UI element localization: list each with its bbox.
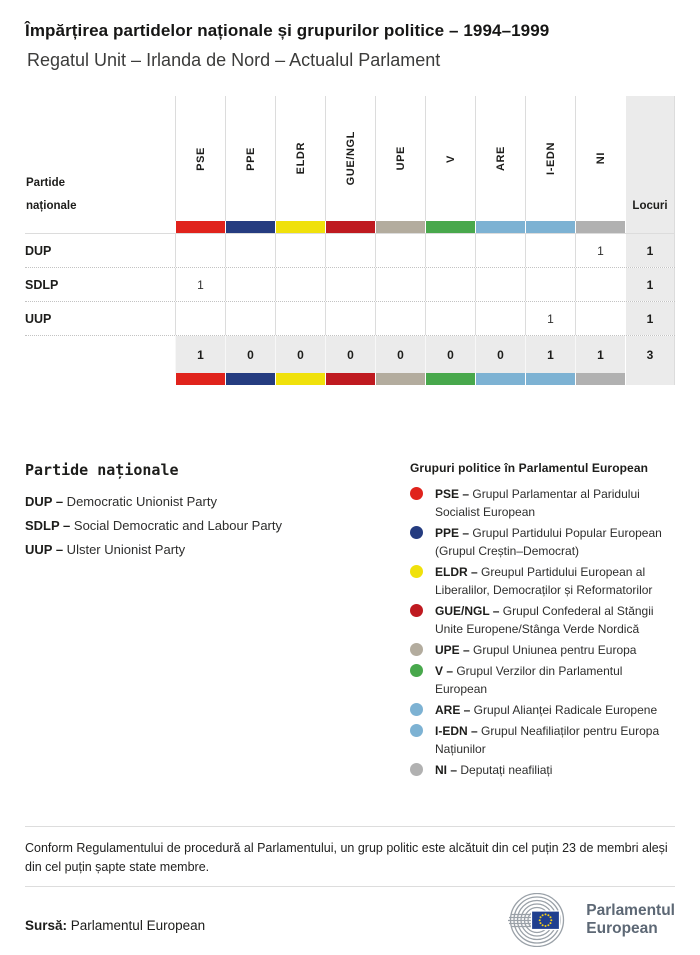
seat-cell	[425, 234, 475, 267]
legend-term: PSE –	[435, 487, 470, 501]
seat-cell	[375, 302, 425, 335]
total-cell: 0	[325, 336, 375, 373]
footer-bottom-row	[25, 893, 675, 947]
legend-term: ARE –	[435, 703, 471, 717]
legend-desc: Grupul Alianței Radicale Europene	[470, 703, 658, 717]
group-color-dot	[410, 604, 423, 617]
locuri-cell: 1	[625, 302, 675, 335]
legend-item-dup	[25, 494, 410, 509]
group-column-header-eldr: ELDR	[275, 96, 325, 221]
color-swatch-upe	[376, 373, 425, 385]
total-locuri-cell: 3	[625, 336, 675, 373]
legend-term: PPE –	[435, 526, 470, 540]
legend-desc: Grupul Parlamentar al Paridului Socialist European	[435, 487, 640, 519]
group-column-header-v: V	[425, 96, 475, 221]
locuri-cell: 1	[625, 268, 675, 301]
color-swatch-ppe	[226, 373, 275, 385]
group-column-header-upe: UPE	[375, 96, 425, 221]
legend-term: UPE –	[435, 643, 470, 657]
seat-cell	[175, 234, 225, 267]
legend-desc: Grupul Uniunea pentru Europa	[469, 643, 637, 657]
total-cell: 1	[525, 336, 575, 373]
seat-cell	[425, 302, 475, 335]
legend-term: I-EDN –	[435, 724, 478, 738]
legend-item-ni	[410, 761, 675, 779]
legend-desc: Democratic Unionist Party	[63, 494, 217, 509]
group-color-dot	[410, 643, 423, 656]
seat-cell: 1	[525, 302, 575, 335]
total-cell: 1	[175, 336, 225, 373]
group-column-header-ni: NI	[575, 96, 625, 221]
color-swatch-eldr	[276, 373, 325, 385]
seat-cell	[475, 234, 525, 267]
seat-cell	[175, 302, 225, 335]
group-color-dot	[410, 664, 423, 677]
group-color-bar-bottom	[25, 373, 675, 385]
legend-term: V –	[435, 664, 454, 678]
party-row-dup	[25, 233, 675, 267]
color-swatch-guengl	[326, 221, 375, 233]
color-swatch-upe	[376, 221, 425, 233]
locuri-cell: 1	[625, 234, 675, 267]
total-cell: 1	[575, 336, 625, 373]
color-swatch-eldr	[276, 221, 325, 233]
legend-item-ppe	[410, 524, 675, 560]
group-column-header-pse: PSE	[175, 96, 225, 221]
seat-cell	[575, 302, 625, 335]
legend-desc: Deputați neafiliați	[457, 763, 553, 777]
color-swatch-ni	[576, 373, 625, 385]
legend-term: GUE/NGL –	[435, 604, 500, 618]
seat-cell	[475, 268, 525, 301]
color-swatch-pse	[176, 373, 225, 385]
legend-desc: Grupul Neafiliaților pentru Europa Națiunilor	[435, 724, 660, 756]
source-label: Sursă:	[25, 918, 68, 933]
total-cell: 0	[375, 336, 425, 373]
group-column-header-guengl: GUE/NGL	[325, 96, 375, 221]
source-line	[25, 918, 205, 947]
color-swatch-guengl	[326, 373, 375, 385]
seat-cell	[525, 234, 575, 267]
seat-cell	[275, 234, 325, 267]
color-swatch-iedn	[526, 221, 575, 233]
group-color-bar-top	[25, 221, 675, 233]
seat-cell	[325, 302, 375, 335]
seat-cell	[225, 268, 275, 301]
legend-term: UUP –	[25, 542, 64, 557]
group-color-dot	[410, 526, 423, 539]
legend-item-eldr	[410, 563, 675, 599]
legend-term: DUP –	[25, 494, 64, 509]
group-color-dot	[410, 724, 423, 737]
color-swatch-pse	[176, 221, 225, 233]
legend-item-are	[410, 701, 675, 719]
seat-cell	[275, 268, 325, 301]
seat-cell	[375, 234, 425, 267]
legend-item-iedn	[410, 722, 675, 758]
footnote: Conform Regulamentului de procedură al Parlamentului, un grup politic este alcătuit din cel puțin 23 de membri aleși din cel puțin șapte state membre.	[25, 841, 668, 874]
source-value: Parlamentul European	[67, 918, 206, 933]
total-cell: 0	[425, 336, 475, 373]
legend-term: ELDR –	[435, 565, 478, 579]
locuri-header: Locuri	[625, 96, 675, 221]
group-color-dot	[410, 763, 423, 776]
color-swatch-v	[426, 373, 475, 385]
legend-desc: Grupul Confederal al Stăngii Unite Europene/Stânga Verde Nordică	[435, 604, 654, 636]
legend-item-v	[410, 662, 675, 698]
legend-desc: Grupul Partidului Popular European (Grupul Creștin–Democrat)	[435, 526, 662, 558]
party-row-uup	[25, 301, 675, 335]
seat-cell	[225, 302, 275, 335]
page-subtitle: Regatul Unit – Irlanda de Nord – Actualul Parlament	[27, 50, 441, 70]
political-groups-legend	[410, 461, 675, 782]
divider	[25, 826, 675, 827]
legend-term: NI –	[435, 763, 458, 777]
seat-cell	[375, 268, 425, 301]
table-header-row	[25, 96, 675, 221]
group-color-dot	[410, 703, 423, 716]
legends-section	[25, 461, 675, 782]
legend-item-sdlp	[25, 518, 410, 533]
group-column-header-are: ARE	[475, 96, 525, 221]
divider	[25, 886, 675, 887]
color-swatch-are	[476, 373, 525, 385]
ep-hemicycle-icon	[495, 893, 577, 947]
group-column-header-ppe: PPE	[225, 96, 275, 221]
seats-table	[25, 96, 675, 385]
seat-cell	[325, 268, 375, 301]
color-swatch-ni	[576, 221, 625, 233]
color-swatch-are	[476, 221, 525, 233]
party-label: DUP	[25, 243, 52, 258]
seat-cell: 1	[175, 268, 225, 301]
color-swatch-ppe	[226, 221, 275, 233]
party-row-sdlp	[25, 267, 675, 301]
totals-row	[25, 335, 675, 373]
legend-item-guengl	[410, 602, 675, 638]
ep-logo-text: Parlamentul European	[586, 902, 675, 937]
seat-cell	[425, 268, 475, 301]
legend-desc: Ulster Unionist Party	[63, 542, 186, 557]
total-cell: 0	[475, 336, 525, 373]
legend-desc: Greupul Partidului European al Liberalilor, Democraților și Reformatorilor	[435, 565, 653, 597]
group-column-header-iedn: I-EDN	[525, 96, 575, 221]
color-swatch-iedn	[526, 373, 575, 385]
color-swatch-v	[426, 221, 475, 233]
corner-label: Partide naționale	[26, 177, 77, 212]
seat-cell	[575, 268, 625, 301]
total-cell: 0	[225, 336, 275, 373]
legend-heading: Grupuri politice în Parlamentul European	[410, 461, 649, 475]
group-color-dot	[410, 487, 423, 500]
page-title: Împărțirea partidelor naționale și grupurilor politice – 1994–1999	[25, 21, 550, 40]
legend-heading: Partide naționale	[25, 461, 179, 479]
total-cell: 0	[275, 336, 325, 373]
seat-cell: 1	[575, 234, 625, 267]
legend-term: SDLP –	[25, 518, 71, 533]
seat-cell	[225, 234, 275, 267]
seat-cell	[525, 268, 575, 301]
legend-desc: Grupul Verzilor din Parlamentul European	[435, 664, 623, 696]
group-color-dot	[410, 565, 423, 578]
party-label: UUP	[25, 311, 52, 326]
legend-desc: Social Democratic and Labour Party	[70, 518, 282, 533]
seat-cell	[325, 234, 375, 267]
seat-cell	[475, 302, 525, 335]
national-parties-legend	[25, 461, 410, 782]
legend-item-uup	[25, 542, 410, 557]
legend-item-upe	[410, 641, 675, 659]
seat-cell	[275, 302, 325, 335]
ep-logo	[495, 893, 675, 947]
party-label: SDLP	[25, 277, 59, 292]
legend-item-pse	[410, 485, 675, 521]
